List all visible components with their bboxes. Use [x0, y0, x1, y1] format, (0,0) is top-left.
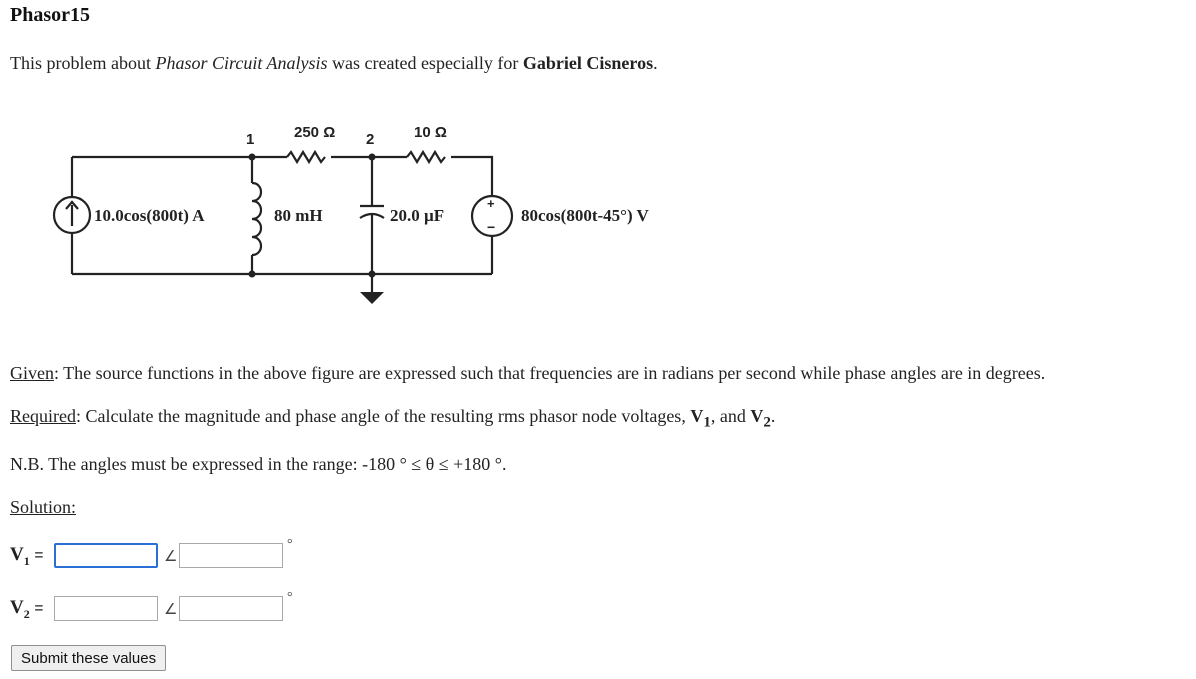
submit-button[interactable]: Submit these values — [11, 645, 166, 671]
intro-prefix: This problem about — [10, 53, 156, 73]
v2-angle-input[interactable] — [179, 596, 283, 621]
v1-label: $V_1$ = — [10, 544, 44, 568]
given-paragraph — [10, 363, 1045, 384]
plus-sign: + — [487, 196, 495, 211]
intro-middle: was created especially for — [327, 53, 523, 73]
capacitor-label: 20.0 µF — [390, 206, 445, 225]
v2-magnitude-input[interactable] — [54, 596, 158, 621]
node-2-dot — [369, 154, 376, 161]
inductor-symbol — [252, 183, 261, 255]
intro-name: Gabriel Cisneros — [522, 53, 654, 73]
resistor-10-symbol — [407, 152, 445, 162]
resistor-250-label: 250 Ω — [294, 124, 336, 141]
required-paragraph: Required: Calculate the magnitude and phase angle of the resulting rms phasor node voltages, $V_1$, and $V_2$. — [10, 406, 776, 431]
intro-suffix: . — [653, 53, 658, 73]
voltage-source-label: 80cos(800t-45°) V — [521, 206, 649, 225]
resistor-250-symbol — [287, 152, 325, 162]
node-2-label: 2 — [366, 131, 375, 148]
circuit-diagram — [0, 118, 720, 318]
required-v1: $V_1$ — [690, 406, 711, 431]
angle-icon: ∠ — [164, 600, 178, 618]
node-1-dot — [249, 154, 256, 161]
intro-topic: Phasor Circuit Analysis — [155, 53, 328, 73]
intro-text — [10, 53, 658, 74]
ground-symbol — [360, 292, 384, 304]
current-source-label: 10.0cos(800t) A — [94, 206, 205, 225]
given-text: : The source functions in the above figure are expressed such that frequencies are in radians per second while phase angles are in degrees. — [54, 363, 1046, 383]
node-1-label: 1 — [246, 131, 255, 148]
resistor-10-label: 10 Ω — [414, 124, 447, 141]
nb-paragraph: N.B. The angles must be expressed in the range: -180 ° ≤ θ ≤ +180 °. — [10, 454, 507, 474]
v1-magnitude-input[interactable] — [54, 543, 158, 568]
degree-symbol: ° — [287, 537, 293, 552]
inductor-label: 80 mH — [274, 206, 323, 225]
page-title: Phasor15 — [10, 4, 90, 26]
minus-sign: − — [487, 219, 496, 235]
required-label: Required — [10, 406, 76, 426]
degree-symbol: ° — [287, 590, 293, 605]
angle-icon: ∠ — [164, 547, 178, 565]
required-text: : Calculate the magnitude and phase angle of the resulting rms phasor node voltages, — [75, 406, 691, 426]
given-label: Given — [10, 363, 54, 383]
v1-angle-input[interactable] — [179, 543, 283, 568]
required-v2: $V_2$ — [750, 406, 771, 431]
solution-label: Solution: — [10, 497, 77, 517]
v2-label: $V_2$ = — [10, 597, 44, 621]
